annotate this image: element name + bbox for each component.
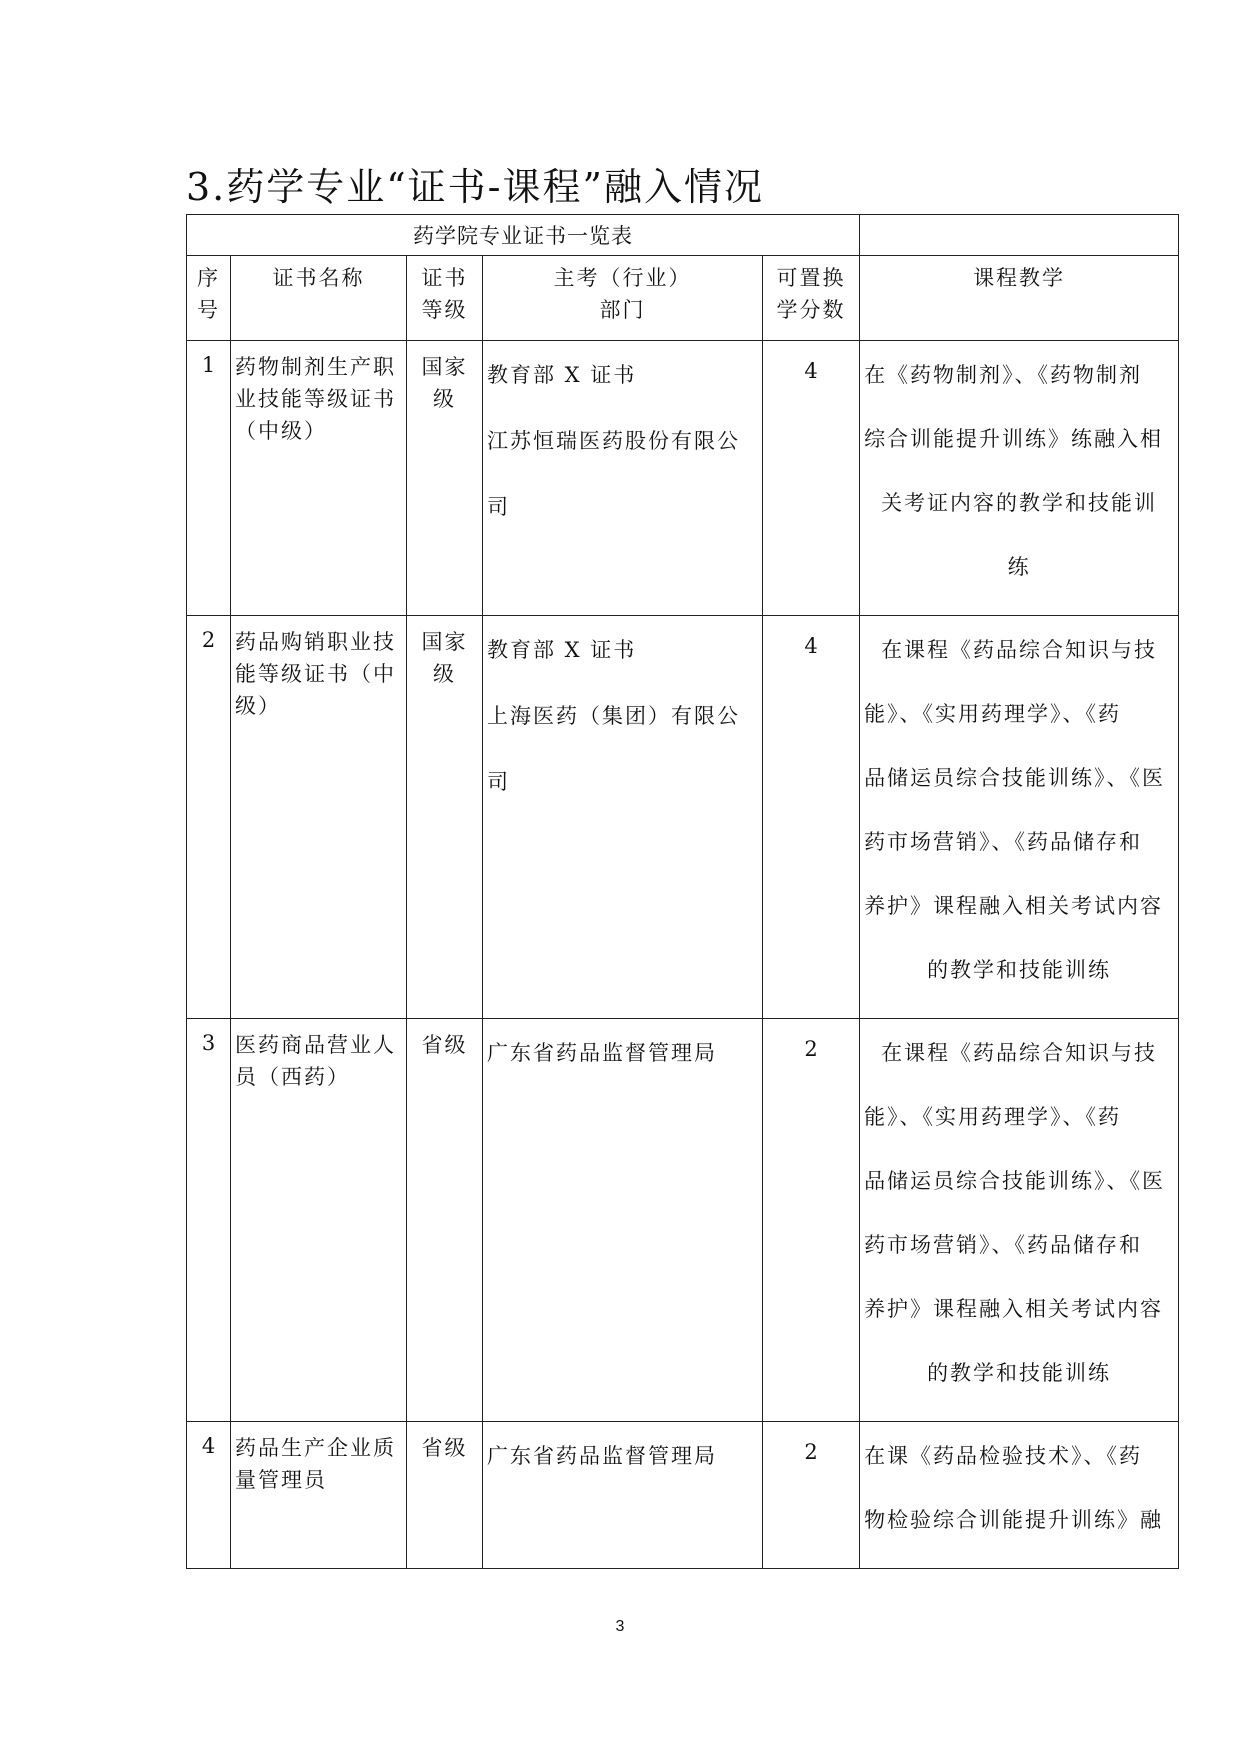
header-seq: 序 号 [187,256,231,341]
header-dept: 主考（行业） 部门 [483,256,763,341]
table-row [187,341,1179,616]
header-credit: 可置换 学分数 [763,256,860,341]
cell-dept: 广东省药品监督管理局 [483,1019,763,1422]
cell-credit: 4 [763,616,860,1019]
cell-credit: 4 [763,341,860,616]
cell-credit: 2 [763,1422,860,1569]
cell-level: 省级 [407,1422,483,1569]
cell-name: 医药商品营业人 员（西药） [231,1019,407,1422]
section-heading: 3.药学专业“证书-课程”融入情况 [186,165,764,209]
cell-name: 药物制剂生产职 业技能等级证书 （中级） [231,341,407,616]
cell-dept: 广东省药品监督管理局 [483,1422,763,1569]
cell-credit: 2 [763,1019,860,1422]
page-number: 3 [615,1618,625,1635]
cell-seq: 3 [187,1019,231,1422]
header-course: 课程教学 [860,256,1179,341]
caption-blank-cell [860,215,1179,256]
cell-dept: 教育部 X 证书 江苏恒瑞医药股份有限公 司 [483,341,763,616]
table-header-row [187,256,1179,341]
certificate-table [186,214,1179,1569]
cell-course: 在课《药品检验技术》、《药 物检验综合训能提升训练》融 [860,1422,1179,1569]
table-row [187,616,1179,1019]
cell-seq: 1 [187,341,231,616]
cell-course: 在《药物制剂》、《药物制剂 综合训能提升训练》练融入相 关考证内容的教学和技能训 练 [860,341,1179,616]
cell-level: 国家 级 [407,341,483,616]
cell-name: 药品生产企业质 量管理员 [231,1422,407,1569]
cell-name: 药品购销职业技 能等级证书（中 级） [231,616,407,1019]
cell-level: 国家 级 [407,616,483,1019]
header-name: 证书名称 [231,256,407,341]
cell-seq: 4 [187,1422,231,1569]
cell-dept: 教育部 X 证书 上海医药（集团）有限公 司 [483,616,763,1019]
cell-course: 在课程《药品综合知识与技 能》、《实用药理学》、《药 品储运员综合技能训练》、《医 药市场营销》、《药品储存和 养护》课程融入相关考试内容 的教学和技能训练 [860,616,1179,1019]
cell-seq: 2 [187,616,231,1019]
table-caption: 药学院专业证书一览表 [187,215,860,256]
header-level: 证书 等级 [407,256,483,341]
cell-course: 在课程《药品综合知识与技 能》、《实用药理学》、《药 品储运员综合技能训练》、《医 药市场营销》、《药品储存和 养护》课程融入相关考试内容 的教学和技能训练 [860,1019,1179,1422]
cell-level: 省级 [407,1019,483,1422]
table-row [187,1019,1179,1422]
table-row [187,1422,1179,1569]
